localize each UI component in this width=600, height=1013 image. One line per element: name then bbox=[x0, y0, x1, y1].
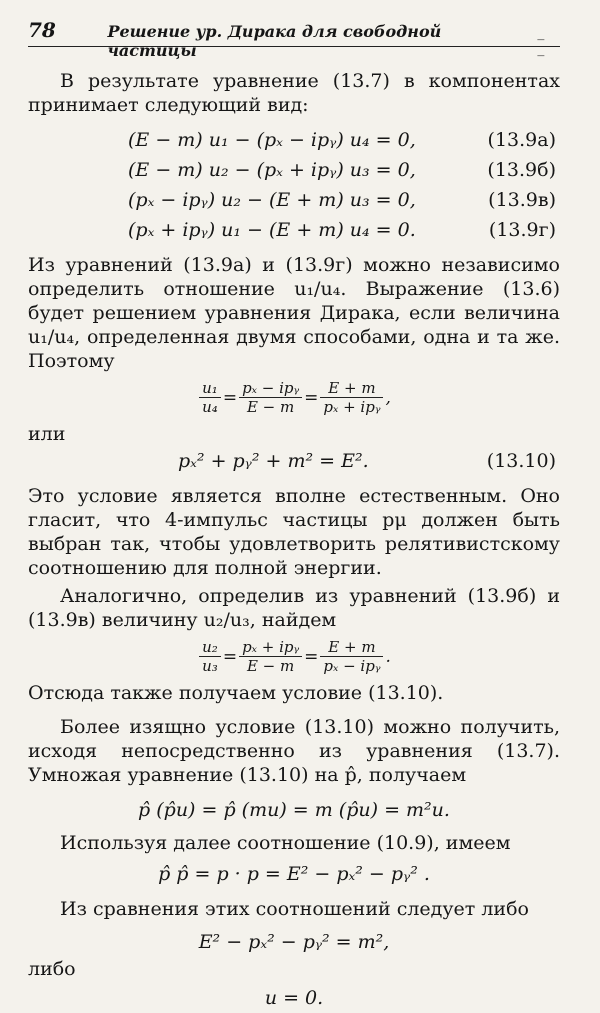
equation-formula: (E − m) u₂ − (pₓ + ipᵧ) u₃ = 0, bbox=[128, 159, 416, 181]
equation-formula: (pₓ − ipᵧ) u₂ − (E + m) u₃ = 0, bbox=[128, 189, 416, 211]
running-title: Решение ур. Дирака для свободной частицы bbox=[107, 22, 442, 60]
paragraph-8: Используя далее соотношение (10.9), имеем bbox=[60, 832, 511, 854]
equation-number: (13.9б) bbox=[487, 159, 556, 181]
equation-number: (13.9в) bbox=[488, 189, 556, 211]
equation-mass-shell: E² − pₓ² − pᵧ² = m², bbox=[198, 931, 390, 953]
numerator: pₓ + ipᵧ bbox=[239, 638, 302, 657]
equation-13-10 bbox=[28, 446, 560, 476]
equation-u-zero: u = 0. bbox=[264, 987, 324, 1009]
paragraph-9: Из сравнения этих соотношений следует либо bbox=[60, 898, 529, 920]
denominator: E − m bbox=[246, 398, 295, 416]
numerator: E + m bbox=[320, 638, 383, 657]
numerator: u₁ bbox=[199, 379, 221, 398]
paragraph-5: Аналогично, определив из уравнений (13.9б) и (13.9в) величину u₂/u₃, найдем bbox=[28, 585, 560, 631]
equation-formula: pₓ² + pᵧ² + m² = E². bbox=[178, 450, 369, 472]
equation-13-9g bbox=[28, 215, 560, 245]
equation-p-hat-squared: p̂ p̂ = p · p = E² − pₓ² − pᵧ² . bbox=[158, 863, 430, 885]
equation-formula: (pₓ + ipᵧ) u₁ − (E + m) u₄ = 0. bbox=[128, 219, 416, 241]
equation-13-9b bbox=[28, 155, 560, 185]
paragraph-1: В результате уравнение (13.7) в компонентах принимает следующий вид: bbox=[28, 70, 560, 116]
fraction bbox=[199, 638, 221, 675]
denominator: E − m bbox=[246, 657, 295, 675]
numerator: u₂ bbox=[199, 638, 221, 657]
equation-13-9v bbox=[28, 185, 560, 215]
denominator: pₓ + ipᵧ bbox=[323, 398, 381, 416]
equation-number: (13.9а) bbox=[487, 129, 556, 151]
fraction bbox=[199, 379, 221, 416]
denominator: pₓ − ipᵧ bbox=[323, 657, 381, 675]
ratio-equation-1: $\frac{\text{u₁}}{\text{u₄}}$ = $\frac{\text{pₓ − ipᵧ}}{E - m}$ = $\frac{E + m}{\text{pₓ + ipᵧ}}$ , bbox=[28, 379, 560, 416]
book-page bbox=[28, 18, 560, 1013]
equation-13-9a bbox=[28, 125, 560, 155]
denominator: u₄ bbox=[202, 398, 218, 416]
running-title-tail: _ _ bbox=[537, 25, 547, 57]
fraction bbox=[320, 638, 383, 675]
fraction bbox=[320, 379, 383, 416]
paragraph-10: либо bbox=[28, 958, 76, 980]
paragraph-3: или bbox=[28, 423, 66, 445]
page-header bbox=[28, 18, 560, 60]
paragraph-4: Это условие является вполне естественным. Оно гласит, что 4-импульс частицы pμ должен быть выбран так, чтобы удовлетворить релятивистскому соотношению для полной энергии. bbox=[28, 485, 560, 579]
ratio-equation-2: $\frac{\text{u₂}}{\text{u₃}}$ = $\frac{\text{pₓ + ipᵧ}}{E - m}$ = $\frac{E + m}{\text{pₓ − ipᵧ}}$ . bbox=[28, 638, 560, 675]
equation-formula: (E − m) u₁ − (pₓ − ipᵧ) u₄ = 0, bbox=[128, 129, 416, 151]
equation-p-hat-u: p̂ (p̂u) = p̂ (mu) = m (p̂u) = m²u. bbox=[138, 799, 450, 821]
paragraph-6: Отсюда также получаем условие (13.10). bbox=[28, 682, 444, 704]
paragraph-7: Более изящно условие (13.10) можно получить, исходя непосредственно из уравнения (13.7). Умножая уравнение (13.10) на p̂, получаем bbox=[28, 716, 560, 786]
punctuation: . bbox=[385, 646, 391, 667]
denominator: u₃ bbox=[202, 657, 218, 675]
equation-number: (13.9г) bbox=[488, 219, 556, 241]
paragraph-2: Из уравнений (13.9а) и (13.9г) можно независимо определить отношение u₁/u₄. Выражение (13.6) будет решением уравнения Дирака, если величина u₁/u₄, определенная двумя способами, одна и та же. Поэтому bbox=[28, 254, 560, 372]
fraction bbox=[239, 638, 302, 675]
numerator: pₓ − ipᵧ bbox=[239, 379, 302, 398]
fraction bbox=[239, 379, 302, 416]
equation-group-13-9 bbox=[28, 125, 560, 245]
page-number: 78 bbox=[28, 18, 56, 42]
numerator: E + m bbox=[320, 379, 383, 398]
equation-number: (13.10) bbox=[486, 450, 556, 472]
punctuation: , bbox=[385, 387, 391, 408]
